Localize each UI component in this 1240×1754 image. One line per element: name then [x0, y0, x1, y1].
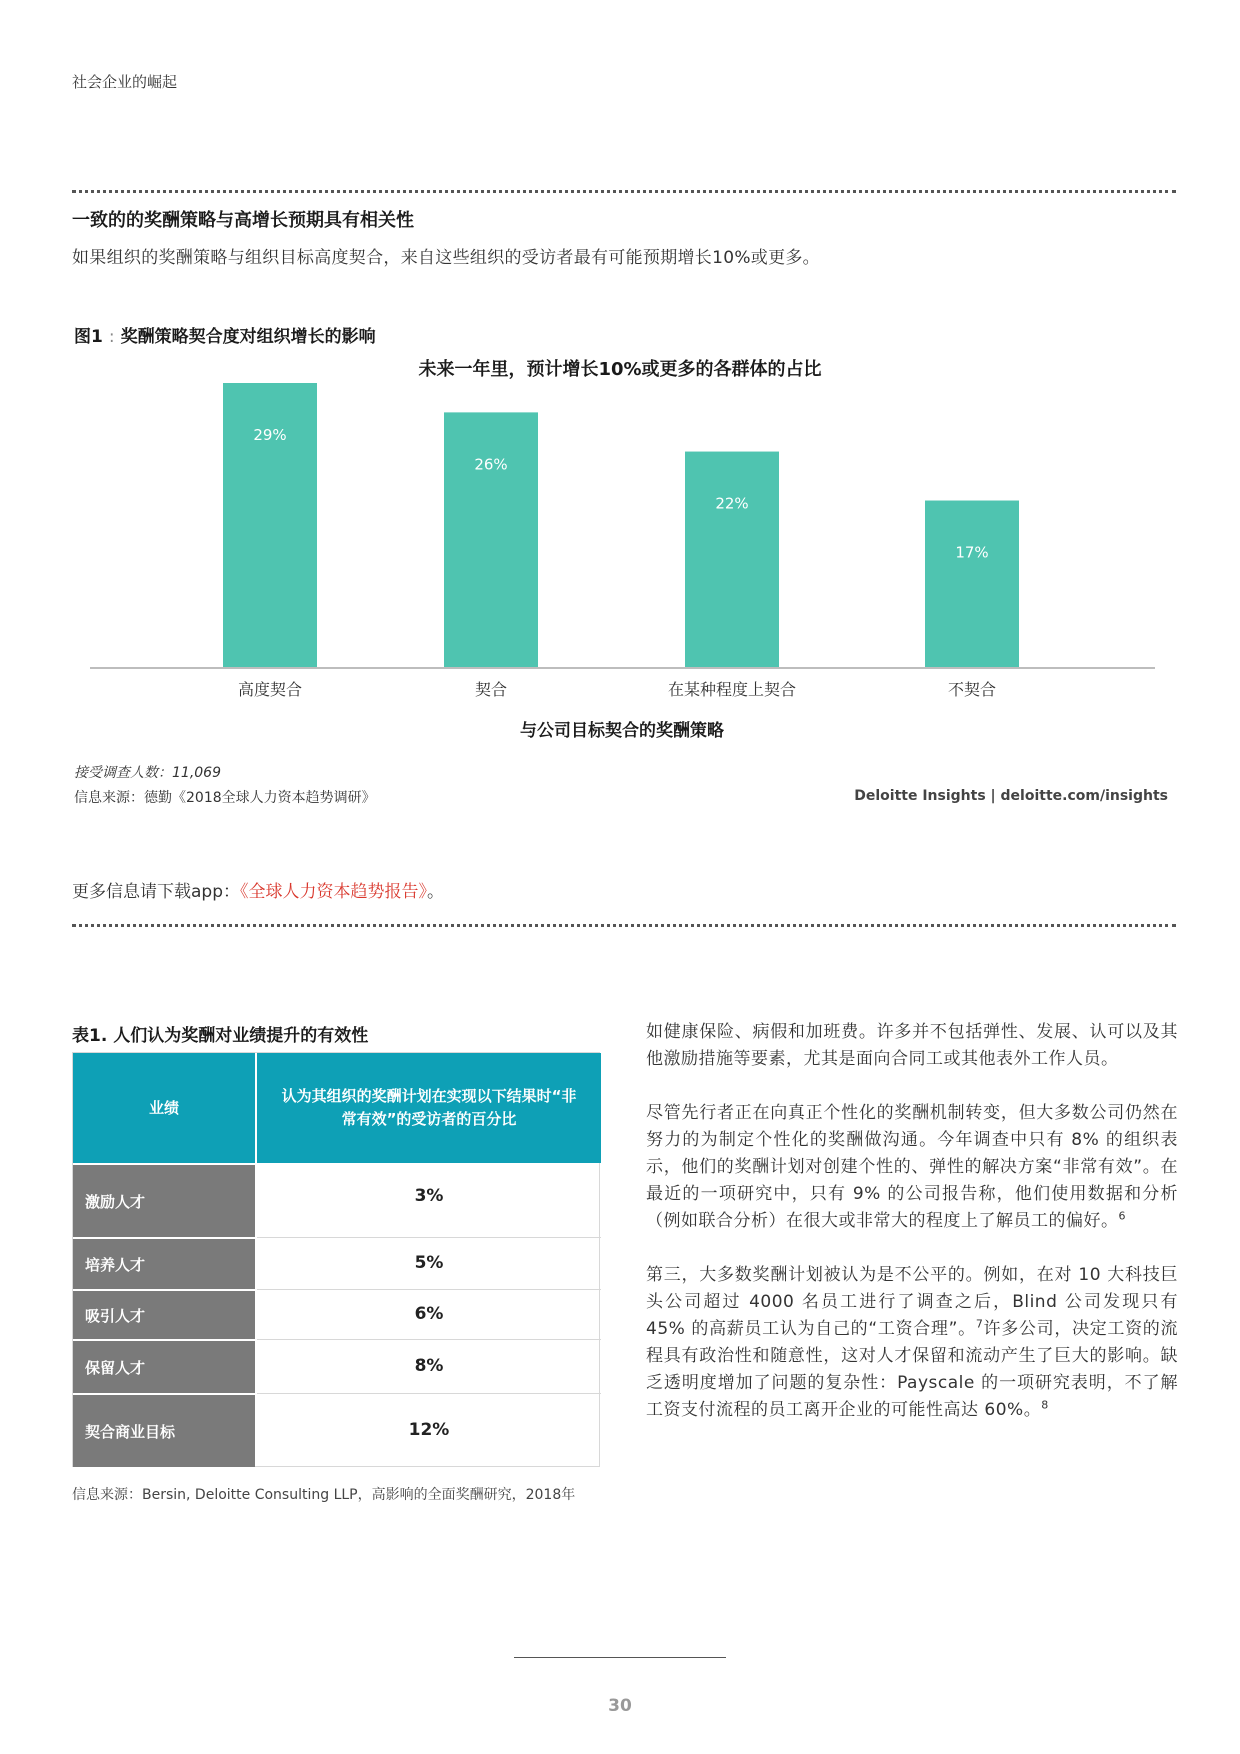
more-info-prefix: 更多信息请下载app：	[72, 882, 240, 902]
bar-value-label: 22%	[715, 494, 749, 513]
body-paragraph-text: 许多公司，决定工资的流程具有政治性和随意性，这对人才保留和流动产生了巨大的影响。缺乏透明度增加了问题的复杂性：Payscale 的一项研究表明，不了解工资支付流程的员工离开企业的可能性高达 60%。	[646, 1319, 1179, 1420]
body-paragraph: 如健康保险、病假和加班费。许多并不包括弹性、发展、认可以及其他激励措施等要素，尤其是面向合同工或其他表外工作人员。	[646, 1022, 1178, 1069]
figure-separator: :	[108, 327, 115, 347]
survey-count: 接受调查人数：11,069	[74, 765, 221, 781]
body-paragraph-text: 第三，大多数奖酬计划被认为是不公平的。例如，在对 10 大科技巨头公司超过 4000 名员工进行了调查之后，Blind 公司发现只有 45% 的高薪员工认为自己的“工资合理”。	[646, 1265, 1178, 1339]
bar-value-label: 29%	[253, 426, 287, 444]
more-info-suffix: 。	[427, 882, 444, 902]
bar-4	[925, 501, 1019, 667]
effectiveness-table	[72, 1052, 600, 1467]
category-label: 高度契合	[237, 680, 303, 699]
category-label: 契合	[474, 680, 508, 699]
body-text-column	[646, 1019, 1178, 1451]
table-row-value: 6%	[414, 1304, 444, 1324]
table-header-performance: 业绩	[73, 1053, 255, 1163]
figure-source: 信息来源：德勤《2018全球人力资本趋势调研》	[74, 790, 376, 806]
bar-2	[444, 412, 538, 667]
more-info-line	[72, 877, 444, 902]
bar-3	[685, 452, 779, 667]
bars-layer	[223, 383, 1019, 699]
footnote-ref: 8	[1041, 1398, 1049, 1412]
chart-title: 未来一年里，预计增长10%或更多的各群体的占比	[418, 359, 822, 380]
table-row-value: 8%	[414, 1356, 444, 1376]
dotted-divider-middle	[72, 924, 1176, 927]
body-paragraph-text: 尽管先行者正在向真正个性化的奖酬机制转变，但大多数公司仍然在努力的为制定个性化的奖酬做沟通。今年调查中只有 8% 的组织表示，他们的奖酬计划对创建个性的、弹性的解决方案“非常有效”。在最近的一项研究中，只有 9% 的公司报告称，他们使用数据和分析（例如联合分析）在很大或非常大的程度上了解员工的偏好。	[646, 1103, 1178, 1231]
bar-value-label: 17%	[955, 543, 989, 562]
chart-xlabel: 与公司目标契合的奖酬策略	[520, 721, 724, 741]
footer-rule	[514, 1657, 726, 1658]
running-header: 社会企业的崛起	[72, 73, 178, 91]
report-app-link[interactable]: 《全球人力资本趋势报告》	[240, 882, 427, 902]
table-row-label: 激励人才	[73, 1165, 255, 1237]
bar-chart	[0, 0, 1240, 760]
table-title: 表1. 人们认为奖酬对业绩提升的有效性	[72, 1026, 369, 1046]
category-label: 在某种程度上契合	[667, 680, 797, 699]
table-source: 信息来源：Bersin, Deloitte Consulting LLP，高影响的全面奖酬研究，2018年	[72, 1487, 576, 1503]
table-row-label: 契合商业目标	[73, 1395, 255, 1467]
table-row-value: 3%	[414, 1186, 444, 1206]
table-row-label: 吸引人才	[73, 1291, 255, 1339]
deloitte-insights-credit: Deloitte Insights | deloitte.com/insights	[854, 788, 1168, 804]
table-row-label: 保留人才	[73, 1341, 255, 1393]
footnote-ref: 6	[1118, 1209, 1126, 1223]
category-label: 不契合	[947, 680, 997, 699]
body-paragraph	[646, 1262, 1178, 1424]
table-row-value: 12%	[408, 1420, 450, 1440]
figure-number: 图1	[74, 327, 103, 347]
section-title: 一致的的奖酬策略与高增长预期具有相关性	[72, 210, 414, 231]
figure-title: 奖酬策略契合度对组织增长的影响	[120, 327, 376, 347]
bar-value-label: 26%	[474, 455, 508, 474]
table-row-value: 5%	[414, 1253, 444, 1273]
page-number: 30	[608, 1696, 632, 1716]
body-paragraph	[646, 1100, 1178, 1235]
section-description: 如果组织的奖酬策略与组织目标高度契合，来自这些组织的受访者最有可能预期增长10%或更多。	[72, 248, 820, 268]
footnote-ref: 7	[975, 1317, 984, 1331]
table-header-percentage: 认为其组织的奖酬计划在实现以下结果时“非常有效”的受访者的百分比	[257, 1053, 601, 1163]
table-row-label: 培养人才	[73, 1239, 255, 1289]
